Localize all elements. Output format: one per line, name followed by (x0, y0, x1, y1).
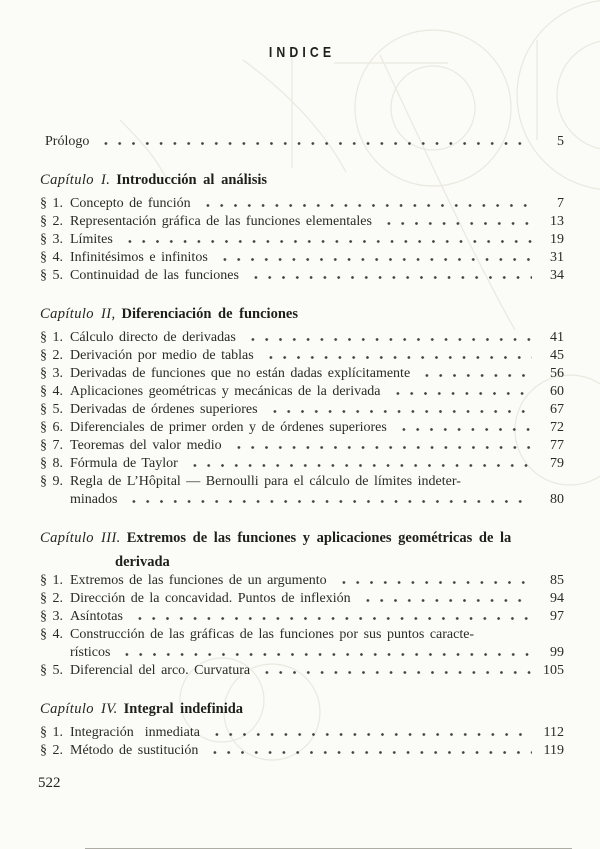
toc-item-label: Derivadas de funciones que no están dadas explícitamente (70, 366, 411, 381)
toc-item-label: Continuidad de las funciones (70, 268, 239, 283)
toc-item-label: Representación gráfica de las funciones elementales (70, 214, 372, 229)
dot-leader (246, 332, 532, 341)
toc-item-label: Derivación por medio de tablas (70, 348, 254, 363)
toc-item-label: Teoremas del valor medio (70, 438, 222, 453)
dot-leader (268, 404, 532, 413)
toc-item-page: 119 (543, 743, 564, 758)
toc-item-page: 13 (550, 214, 564, 229)
toc-item-row (40, 590, 564, 608)
toc-item-page: 72 (550, 420, 564, 435)
dot-leader (260, 665, 532, 674)
toc-item-number: § 2. (40, 348, 63, 363)
toc-chapter-heading (40, 305, 564, 324)
dot-leader (127, 494, 532, 503)
toc-item-number: § 1. (40, 725, 63, 740)
toc-item-page: 31 (550, 250, 564, 265)
toc-item-page: 99 (550, 645, 564, 660)
toc-item-number: § 7. (40, 438, 63, 453)
chapter-title: Integral indefinida (123, 701, 244, 717)
toc-item-number: § 6. (40, 420, 63, 435)
toc-item-label: Concepto de función (70, 196, 191, 211)
chapter-title: Diferenciación de funciones (121, 306, 298, 322)
toc-item-number: § 3. (40, 366, 63, 381)
toc-item-page: 112 (543, 725, 564, 740)
toc-item-label: Asíntotas (70, 609, 123, 624)
toc-item-label: Cálculo directo de derivadas (70, 330, 236, 345)
toc-item-row (40, 419, 564, 437)
toc-item-row (40, 347, 564, 365)
toc-item-row (40, 437, 564, 455)
toc-item-row (40, 742, 564, 760)
toc-item-page: 79 (550, 456, 564, 471)
toc-item-label: Diferencial del arco. Curvatura (70, 663, 251, 678)
dot-leader (264, 350, 532, 359)
toc-item-page: 60 (550, 384, 564, 399)
toc-item-number: § 3. (40, 609, 63, 624)
toc-item-page: 67 (550, 402, 564, 417)
toc-item-page: 105 (543, 663, 564, 678)
page-title: INDICE (268, 44, 336, 61)
dot-leader (201, 198, 532, 207)
toc-item-number: § 4. (40, 384, 63, 399)
toc-content (40, 0, 564, 760)
toc-item-label: minados (70, 492, 118, 507)
toc-item-number: § 5. (40, 663, 63, 678)
toc-item-page: 34 (550, 268, 564, 283)
toc-item-row (40, 491, 564, 509)
toc-item-page: 80 (550, 492, 564, 507)
toc-item-label: Integración inmediata (70, 725, 200, 740)
toc-item-page: 5 (557, 134, 564, 149)
toc-item-number: § 1. (40, 573, 63, 588)
toc-item-row (40, 473, 564, 491)
dot-leader (249, 270, 532, 279)
toc-item-number: § 4. (40, 250, 63, 265)
toc-item-label: Fórmula de Taylor (70, 456, 178, 471)
toc-item-row (40, 329, 564, 347)
dot-leader (397, 422, 532, 431)
toc-item-label: rísticos (70, 645, 111, 660)
chapter-title: Introducción al análisis (116, 172, 268, 188)
chapter-prefix: Capítulo III. (40, 530, 121, 546)
toc-item-row (40, 455, 564, 473)
toc-item-page: 41 (550, 330, 564, 345)
toc-item-row (40, 572, 564, 590)
dot-leader (133, 611, 532, 620)
toc-item-number: § 5. (40, 268, 63, 283)
toc-item-label: Derivadas de órdenes superiores (70, 402, 258, 417)
toc-chapter-heading (40, 700, 564, 719)
page-number-footer: 522 (38, 775, 61, 791)
toc-item-page: 94 (550, 591, 564, 606)
toc-item-number: § 2. (40, 743, 63, 758)
toc-chapter-heading (40, 171, 564, 190)
toc-item-number: § 8. (40, 456, 63, 471)
toc-item-number: § 1. (40, 330, 63, 345)
chapter-prefix: Capítulo I. (40, 172, 111, 188)
toc-item-page: 19 (550, 232, 564, 247)
toc-item-row (40, 401, 564, 419)
toc-item-number: § 1. (40, 196, 63, 211)
toc-item-page: 97 (550, 609, 564, 624)
toc-item-label: Aplicaciones geométricas y mecánicas de la derivada (70, 384, 381, 399)
toc-item-row (40, 724, 564, 742)
dot-leader (120, 647, 532, 656)
dot-leader (420, 368, 532, 377)
toc-item-number: § 3. (40, 232, 63, 247)
toc-item-number: § 5. (40, 402, 63, 417)
toc (40, 133, 564, 760)
toc-chapter-heading (40, 529, 564, 548)
toc-item-number: § 2. (40, 214, 63, 229)
toc-item-page: 45 (550, 348, 564, 363)
chapter-title: Extremos de las funciones y aplicaciones geométricas de la (126, 530, 512, 546)
toc-item-label: Límites (70, 232, 113, 247)
dot-leader (218, 252, 532, 261)
toc-item-row (40, 133, 564, 151)
toc-item-row (40, 249, 564, 267)
dot-leader (188, 458, 532, 467)
dot-leader (232, 440, 532, 449)
toc-item-page: 56 (550, 366, 564, 381)
toc-item-row (40, 213, 564, 231)
toc-item-row (40, 626, 564, 644)
dot-leader (361, 593, 532, 602)
dot-leader (337, 575, 532, 584)
toc-item-label: Construcción de las gráficas de las funciones por sus puntos caracte- (70, 627, 475, 642)
dot-leader (210, 727, 532, 736)
toc-item-row (40, 231, 564, 249)
dot-leader (123, 234, 532, 243)
toc-item-number: § 2. (40, 591, 63, 606)
toc-item-label: Extremos de las funciones de un argumento (70, 573, 327, 588)
toc-item-row (40, 608, 564, 626)
toc-item-page: 85 (550, 573, 564, 588)
toc-item-label: Diferenciales de primer orden y de órdenes superiores (70, 420, 387, 435)
chapter-prefix: Capítulo II, (40, 306, 116, 322)
toc-item-row (40, 365, 564, 383)
chapter-prefix: Capítulo IV. (40, 701, 118, 717)
toc-item-label: Regla de L’Hôpital — Bernoulli para el cálculo de límites indeter- (70, 474, 461, 489)
dot-leader (391, 386, 532, 395)
dot-leader (99, 136, 532, 145)
toc-item-page: 77 (550, 438, 564, 453)
toc-item-number: § 9. (40, 474, 63, 489)
toc-item-row (40, 383, 564, 401)
toc-item-row (40, 662, 564, 680)
toc-item-label: Dirección de la concavidad. Puntos de inflexión (70, 591, 351, 606)
toc-item-label: Prólogo (45, 134, 90, 149)
toc-item-page: 7 (557, 196, 564, 211)
toc-item-row (40, 644, 564, 662)
toc-item-label: Infinitésimos e infinitos (70, 250, 208, 265)
dot-leader (382, 216, 532, 225)
toc-item-label: Método de sustitución (70, 743, 199, 758)
chapter-title-continuation: derivada (115, 554, 170, 570)
dot-leader (208, 745, 532, 754)
toc-item-row (40, 267, 564, 285)
toc-item-number: § 4. (40, 627, 63, 642)
toc-item-row (40, 195, 564, 213)
